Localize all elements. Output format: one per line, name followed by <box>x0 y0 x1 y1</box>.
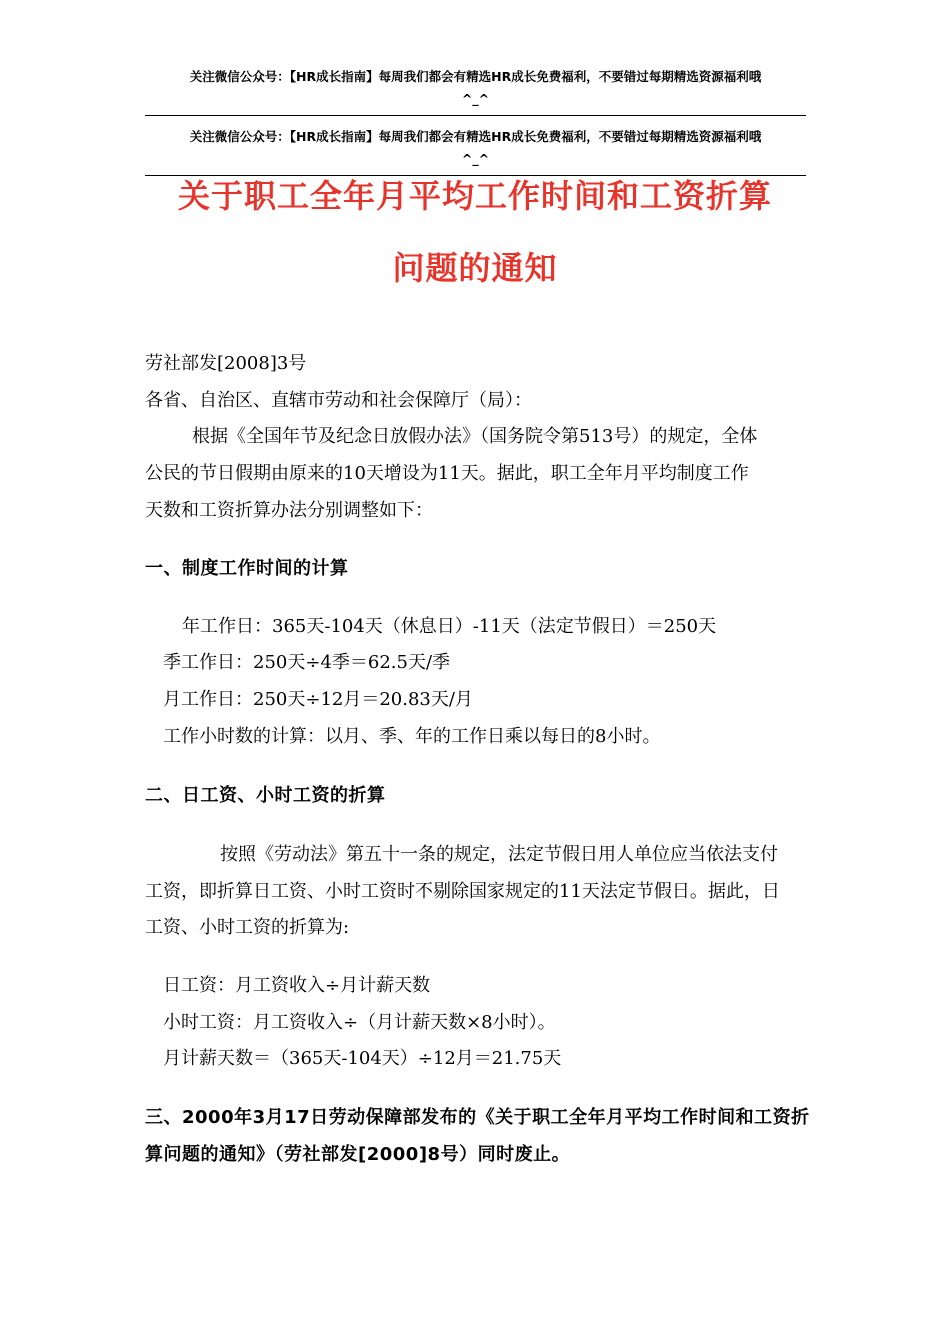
header-notice-text: 关注微信公众号：【HR成长指南】每周我们都会有精选HR成长免费福利，不要错过每期精选资源福利哦 <box>189 129 762 144</box>
section-2-heading: 二、日工资、小时工资的折算 <box>145 785 386 806</box>
intro-line-3: 天数和工资折算办法分别调整如下： <box>145 500 433 521</box>
header-notice-suffix: ^_^ <box>461 151 490 166</box>
annual-workdays: 年工作日：365天-104天（休息日）-11天（法定节假日）＝250天 <box>182 616 717 637</box>
monthly-workdays: 月工作日：250天÷12月＝20.83天/月 <box>163 689 473 710</box>
section-2-para-line-1: 按照《劳动法》第五十一条的规定，法定节假日用人单位应当依法支付 <box>220 844 778 865</box>
section-1-heading: 一、制度工作时间的计算 <box>145 558 349 579</box>
document-number: 劳社部发[2008]3号 <box>145 353 307 374</box>
document-title-line-2: 问题的通知 <box>392 249 558 287</box>
section-2-para-line-2: 工资，即折算日工资、小时工资时不剔除国家规定的11天法定节假日。据此，日 <box>145 881 780 902</box>
section-2-para-line-3: 工资、小时工资的折算为: <box>145 917 350 938</box>
recipients: 各省、自治区、直辖市劳动和社会保障厅（局）： <box>145 390 532 411</box>
section-3-line-2: 算问题的通知》（劳社部发[2000]8号）同时废止。 <box>145 1144 571 1165</box>
hourly-wage-formula: 小时工资：月工资收入÷（月计薪天数×8小时）。 <box>163 1012 556 1033</box>
work-hours-calculation: 工作小时数的计算：以月、季、年的工作日乘以每日的8小时。 <box>163 726 661 747</box>
header-notice-2 <box>145 126 806 170</box>
document-title-line-1: 关于职工全年月平均工作时间和工资折算 <box>177 177 772 215</box>
header-notice-text: 关注微信公众号：【HR成长指南】每周我们都会有精选HR成长免费福利，不要错过每期精选资源福利哦 <box>189 69 762 84</box>
intro-line-2: 公民的节日假期由原来的10天增设为11天。据此，职工全年月平均制度工作 <box>145 463 749 484</box>
section-3-line-1: 三、2000年3月17日劳动保障部发布的《关于职工全年月平均工作时间和工资折 <box>145 1107 810 1128</box>
daily-wage-formula: 日工资：月工资收入÷月计薪天数 <box>163 975 431 996</box>
quarterly-workdays: 季工作日：250天÷4季＝62.5天/季 <box>163 652 451 673</box>
header-notice-suffix: ^_^ <box>461 91 490 106</box>
intro-line-1: 根据《全国年节及纪念日放假办法》（国务院令第513号）的规定，全体 <box>192 426 758 447</box>
monthly-paid-days-formula: 月计薪天数＝（365天-104天）÷12月＝21.75天 <box>163 1048 562 1069</box>
header-notice-1 <box>145 66 806 110</box>
header-rule <box>145 115 806 116</box>
